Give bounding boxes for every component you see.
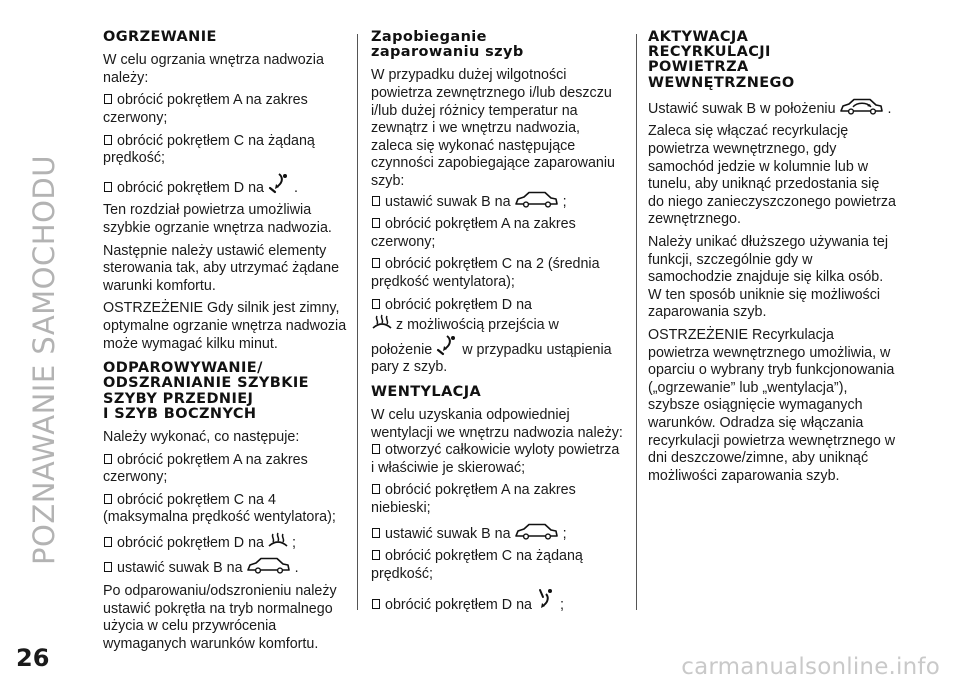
heading-demisting: ODPAROWYWANIE/ ODSZRANIANIE SZYBKIE SZYBY PRZEDNIEJ I SZYB BOCZNYCH <box>103 360 309 422</box>
checkbox-bullet-icon <box>372 484 380 494</box>
checkbox-bullet-icon <box>372 444 380 454</box>
paragraph: Należy unikać dłuższego używania tej funkcji, szczególnie gdy w samochodzie znajduje się kilka osób. W ten sposób uniknie się możliwości zaparowania szyb. <box>648 233 888 321</box>
list-item: ustawić suwak B na . <box>103 557 355 578</box>
checkbox-bullet-icon <box>372 196 380 206</box>
list-item: obrócić pokrętłem C na żądaną prędkość; <box>371 548 583 582</box>
checkbox-bullet-icon <box>104 454 112 464</box>
list-item: ustawić suwak B na ; <box>371 191 623 212</box>
checkbox-bullet-icon <box>372 528 380 538</box>
list-item: obrócić pokrętłem D na ; <box>103 532 355 553</box>
air-to-feet-icon <box>435 335 459 357</box>
air-to-feet-icon <box>267 173 291 195</box>
checkbox-bullet-icon <box>104 537 112 547</box>
heading-ventilation: WENTYLACJA <box>371 383 482 400</box>
checkbox-bullet-icon <box>372 599 380 609</box>
checkbox-bullet-icon <box>104 182 112 192</box>
column-3 <box>648 30 898 490</box>
column-divider <box>357 34 358 610</box>
column-2 <box>371 30 623 620</box>
list-item: obrócić pokrętłem D na ; <box>371 588 623 615</box>
heading-anti-fog: Zapobieganie zaparowaniu szyb <box>371 29 524 61</box>
paragraph: W przypadku dużej wilgotności powietrza zewnętrznego i/lub deszczu i/lub dużej różnicy temperatur na zewnątrz i we wnętrzu nadwozia, zaleca się wykonać następujące czynności zapobiegające zaparowaniu szyb: <box>371 67 615 189</box>
air-to-face-feet-icon <box>535 588 557 612</box>
list-item: obrócić pokrętłem D na z możliwością przejścia w położenie w przypadku ustąpienia pary z szyb. <box>371 296 612 376</box>
paragraph: Następnie należy ustawić elementy sterowania tak, aby utrzymać żądane warunki komfortu. <box>103 242 340 294</box>
checkbox-bullet-icon <box>372 258 380 268</box>
column-divider <box>636 34 637 610</box>
checkbox-bullet-icon <box>372 218 380 228</box>
checkbox-bullet-icon <box>104 94 112 104</box>
list-item: obrócić pokrętłem A na zakres czerwony; <box>371 216 576 250</box>
list-item: obrócić pokrętłem A na zakres czerwony; <box>103 451 308 486</box>
outside-air-car-icon <box>514 191 560 209</box>
recirculation-car-icon <box>839 98 885 116</box>
paragraph: Ustawić suwak B w położeniu . <box>648 98 898 119</box>
checkbox-bullet-icon <box>104 135 112 145</box>
checkbox-bullet-icon <box>104 562 112 572</box>
column-1 <box>103 30 355 658</box>
watermark: carmanualsonline.info <box>681 654 940 680</box>
checkbox-bullet-icon <box>372 550 380 560</box>
checkbox-bullet-icon <box>104 494 112 504</box>
list-item: ustawić suwak B na ; <box>371 523 623 544</box>
warning-paragraph: OSTRZEŻENIE Recyrkulacja powietrza wewnętrznego umożliwia, w oparciu o wybrany tryb funkcjonowania („ogrzewanie” lub „wentylacja”), szybsze osiągnięcie wymaganych warunków. Odradza się włączania recyrkulacji powietrza wewnętrznego w dni deszczowe/zimne, aby uniknąć możliwości zaparowania szyb. <box>648 326 896 484</box>
outside-air-car-icon <box>246 557 292 575</box>
list-item: obrócić pokrętłem A na zakres niebieski; <box>371 482 576 517</box>
heading-recirculation: AKTYWACJA RECYRKULACJI POWIETRZA WEWNĘTRZNEGO <box>648 29 795 91</box>
list-item: obrócić pokrętłem A na zakres czerwony; <box>103 92 308 126</box>
windscreen-defrost-icon <box>267 532 289 550</box>
windscreen-defrost-icon <box>371 314 393 332</box>
list-item: obrócić pokrętłem C na 2 (średnia prędkość wentylatora); <box>371 256 600 290</box>
checkbox-bullet-icon <box>372 299 380 309</box>
paragraph: Ten rozdział powietrza umożliwia szybkie ogrzanie wnętrza nadwozia. <box>103 202 332 236</box>
paragraph: W celu uzyskania odpowiedniej wentylacji we wnętrzu nadwozia należy: <box>371 407 623 441</box>
warning-paragraph: OSTRZEŻENIE Gdy silnik jest zimny, optymalne ogrzanie wnętrza nadwozia może wymagać kilku minut. <box>103 300 347 352</box>
paragraph: Należy wykonać, co następuje: <box>103 428 300 445</box>
list-item: obrócić pokrętłem C na 4 (maksymalna prędkość wentylatora); <box>103 491 336 526</box>
list-item: otworzyć całkowicie wyloty powietrza i właściwie je skierować; <box>371 442 620 476</box>
page-number: 26 <box>16 644 50 672</box>
paragraph: Zaleca się włączać recyrkulację powietrza wewnętrznego, gdy samochód jedzie w kolumnie lub w tunelu, aby uniknąć przedostania się do niego zanieczyszczonego powietrza zewnętrznego. <box>648 123 896 228</box>
list-item: obrócić pokrętłem C na żądaną prędkość; <box>103 132 315 167</box>
paragraph: Po odparowaniu/odszronieniu należy ustawić pokrętła na tryb normalnego użycia w celu przywrócenia wymaganych warunków komfortu. <box>103 583 337 652</box>
heading-heating: OGRZEWANIE <box>103 29 217 45</box>
outside-air-car-icon <box>514 523 560 541</box>
list-item: obrócić pokrętłem D na . <box>103 173 355 198</box>
paragraph: W celu ogrzania wnętrza nadwozia należy: <box>103 52 324 86</box>
